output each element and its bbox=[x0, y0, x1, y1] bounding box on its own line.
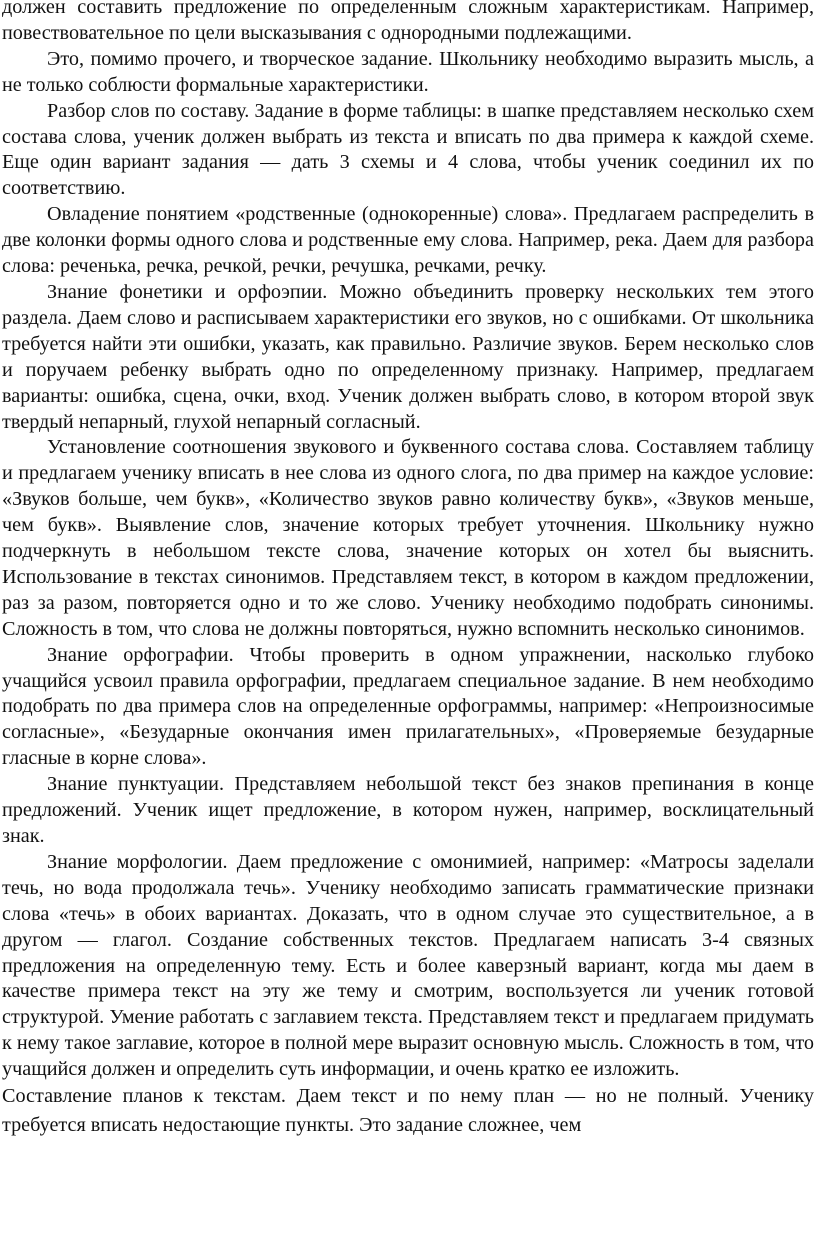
paragraph-continuation: должен составить предложение по определенным сложным характеристикам. Например, повествовательное по цели высказывания с однородными подлежащими. bbox=[2, 0, 814, 44]
paragraph-word-composition: Разбор слов по составу. Задание в форме таблицы: в шапке представляем несколько схем состава слова, ученик должен выбрать из текста и вписать по два примера к каждой схеме. Еще один вариант задания — дать 3 схемы и 4 слова, чтобы ученик соединил их по соответствию. bbox=[2, 99, 814, 200]
paragraph-morphology: Знание морфологии. Даем предложение с омонимией, например: «Матросы заделали течь, но вода продолжала течь». Ученику необходимо записать грамматические признаки слова «течь» в обоих вариантах. Доказать, что в одном случае это существительное, а в другом — глагол. Создание собственных текстов. Предлагаем написать 3-4 связных предложения на определенную тему. Есть и более каверзный вариант, когда мы даем в качестве примера текст на эту же тему и смотрим, воспользуется ли ученик готовой структурой. Умение работать с заглавием текста. Представляем текст и предлагаем придумать к нему такое заглавие, которое в полной мере выразит основную мысль. Сложность в том, что учащийся должен и определить суть информации, и очень кратко ее изложить. bbox=[2, 850, 814, 1081]
paragraph-sound-letter-ratio: Установление соотношения звукового и буквенного состава слова. Составляем таблицу и предлагаем ученику вписать в нее слова из одного слога, по два пример на каждое условие: «Звуков больше, чем букв», «Количество звуков равно количеству букв», «Звуков меньше, чем букв». Выявление слов, значение которых требует уточнения. Школьнику нужно подчеркнуть в небольшом тексте слова, значение которых он хотел бы выяснить. Использование в текстах синонимов. Представляем текст, в котором в каждом предложении, раз за разом, повторяется одно и то же слово. Ученику необходимо подобрать синонимы. Сложность в том, что слова не должны повторяться, нужно вспомнить несколько синонимов. bbox=[2, 436, 814, 640]
paragraph-related-words: Овладение понятием «родственные (однокоренные) слова». Предлагаем распределить в две колонки формы одного слова и родственные ему слова. Например, река. Даем для разбора слова: реченька, речка, речкой, речки, речушка, речками, речку. bbox=[2, 203, 814, 278]
paragraph-text-plans: Составление планов к текстам. Даем текст и по нему план — но не полный. Ученику требуется вписать недостающие пункты. Это задание сложнее, чем bbox=[2, 1085, 814, 1137]
paragraph-phonetics: Знание фонетики и орфоэпии. Можно объединить проверку нескольких тем этого раздела. Даем слово и расписываем характеристики его звуков, но с ошибками. От школьника требуется найти эти ошибки, указать, как правильно. Различие звуков. Берем несколько слов и поручаем ребенку выбрать одно по определенному признаку. Например, предлагаем варианты: ошибка, сцена, очки, вход. Ученик должен выбрать слово, в котором второй звук твердый непарный, глухой непарный согласный. bbox=[2, 280, 814, 433]
paragraph-punctuation: Знание пунктуации. Представляем небольшой текст без знаков препинания в конце предложений. Ученик ищет предложение, в котором нужен, например, восклицательный знак. bbox=[2, 773, 814, 847]
paragraph-creative-task: Это, помимо прочего, и творческое задание. Школьнику необходимо выразить мысль, а не только соблюсти формальные характеристики. bbox=[2, 47, 814, 96]
document-page bbox=[2, 0, 814, 1140]
paragraph-orthography: Знание орфографии. Чтобы проверить в одном упражнении, насколько глубоко учащийся усвоил правила орфографии, предлагаем специальное задание. В нем необходимо подобрать по два примера слов на определенные орфограммы, например: «Непроизносимые согласные», «Безударные окончания имен прилагательных», «Проверяемые безударные гласные в корне слова». bbox=[2, 643, 814, 770]
